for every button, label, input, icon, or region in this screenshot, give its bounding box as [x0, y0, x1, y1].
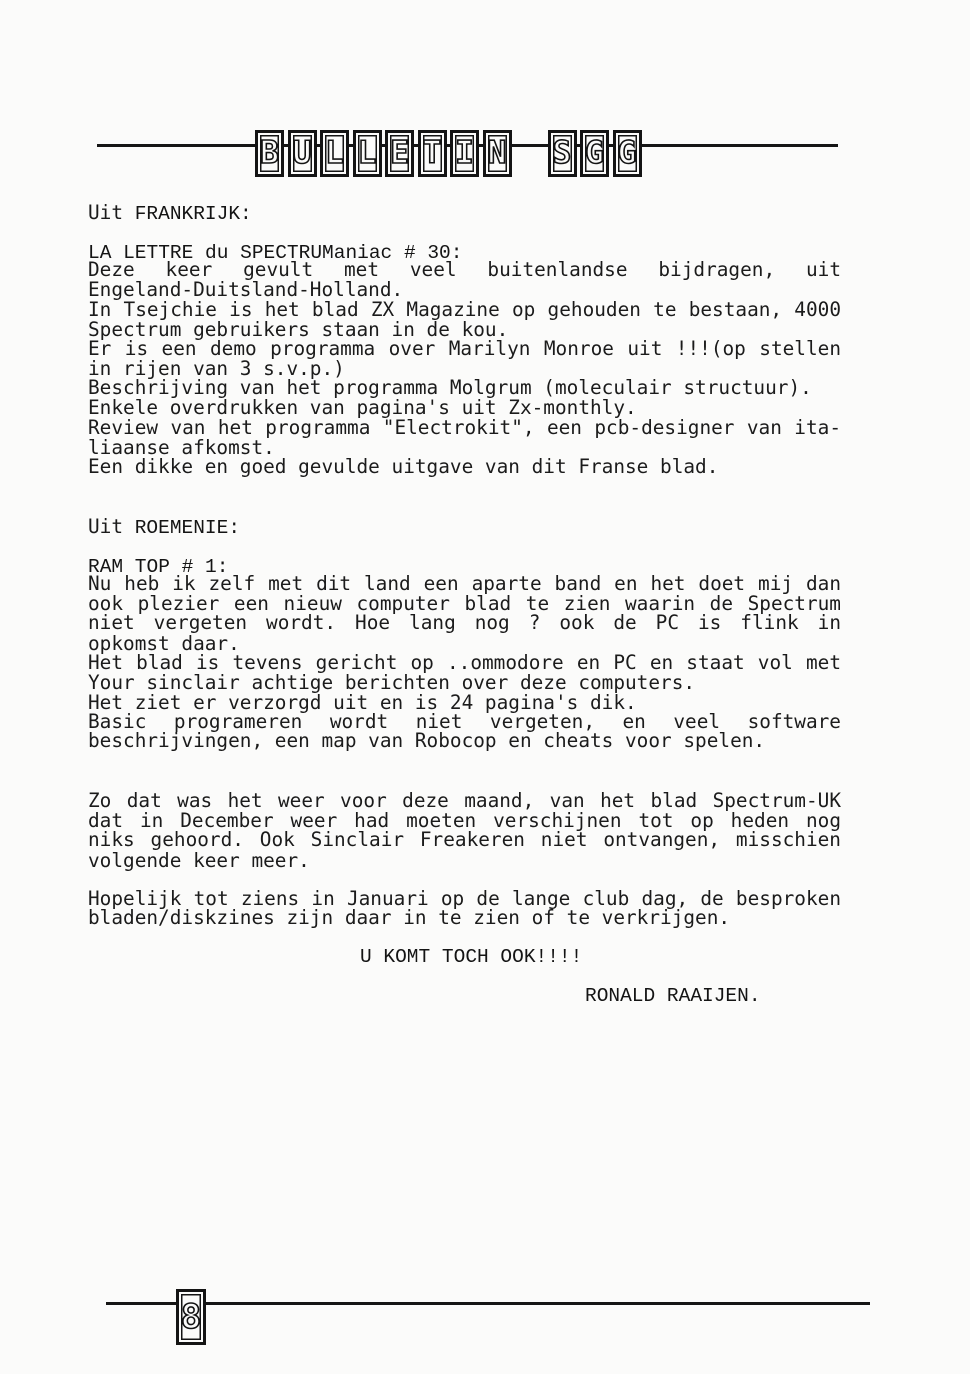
title-letter: E [385, 130, 414, 177]
title-letter: U [288, 130, 317, 177]
magazine-title: LA LETTRE du SPECTRUManiac # 30: [88, 242, 463, 264]
page-number: 8 [176, 1289, 206, 1345]
body-line: Het ziet er verzorgd uit en is 24 pagina's dik. [88, 691, 637, 714]
heading-prefix: Uit [88, 515, 124, 538]
body-line: Deze keer gevult met veel buitenlandse bijdragen, uit [88, 258, 841, 281]
body-line: niks gehoord. Ook Sinclair Freakeren niet ontvangen, misschien [88, 828, 841, 851]
heading-prefix: Uit [88, 201, 124, 224]
body-line: opkomst daar. [88, 632, 240, 655]
body-line: Het blad is tevens gericht op ..ommodore en PC en staat vol met [88, 651, 841, 674]
body-line: beschrijvingen, een map van Robocop en cheats voor spelen. [88, 729, 766, 752]
title-word-bulletin [255, 130, 512, 177]
section-heading-romania [88, 517, 240, 537]
body-line: liaanse afkomst. [88, 436, 275, 459]
title-letter: G [580, 130, 609, 177]
author-signature: RONALD RAAIJEN. [585, 985, 761, 1007]
bulletin-title [255, 130, 642, 177]
title-letter: L [353, 130, 382, 177]
footer-rule [106, 1302, 870, 1305]
title-letter: L [320, 130, 349, 177]
body-line: bladen/diskzines zijn daar in te zien of te verkrijgen. [88, 906, 731, 929]
body-line: In Tsejchie is het blad ZX Magazine op gehouden te bestaan, 4000 [88, 298, 841, 321]
body-line: ook plezier een nieuw computer blad te zien waarin de Spectrum [88, 592, 841, 615]
title-letter: I [450, 130, 479, 177]
title-letter: N [483, 130, 512, 177]
body-line: Nu heb ik zelf met dit land een aparte band en het doet mij dan [88, 572, 841, 595]
body-line: Spectrum gebruikers staan in de kou. [88, 318, 509, 341]
body-line: volgende keer meer. [88, 849, 310, 872]
body-line: Er is een demo programma over Marilyn Monroe uit !!!(op stellen [88, 337, 841, 360]
body-line: Enkele overdrukken van pagina's uit Zx-monthly. [88, 396, 637, 419]
heading-country: ROEMENIE: [134, 517, 241, 539]
body-line: Beschrijving van het programma Molgrum (moleculair structuur). [88, 376, 812, 399]
body-line: in rijen van 3 s.v.p.) [88, 357, 345, 380]
body-line: Zo dat was het weer voor deze maand, van het blad Spectrum-UK [88, 789, 841, 812]
body-line: Basic programeren wordt niet vergeten, en veel software [88, 710, 841, 733]
body-line: Een dikke en goed gevulde uitgave van dit Franse blad. [88, 455, 719, 478]
title-letter: T [418, 130, 447, 177]
magazine-title: RAM TOP # 1: [88, 556, 229, 578]
body-line: Hopelijk tot ziens in Januari op de lange club dag, de besproken [88, 887, 841, 910]
body-line: Engeland-Duitsland-Holland. [88, 278, 404, 301]
body-line: niet vergeten wordt. Hoe lang nog ? ook de PC is flink in [88, 611, 841, 634]
title-word-sgg [548, 130, 642, 177]
title-letter: G [613, 130, 642, 177]
title-letter: S [548, 130, 577, 177]
body-line: Review van het programma "Electrokit", een pcb-designer van ita- [88, 416, 841, 439]
body-line: Your sinclair achtige berichten over deze computers. [88, 671, 696, 694]
heading-country: FRANKRIJK: [134, 203, 252, 225]
body-line: dat in December weer had moeten verschijnen tot op heden nog [88, 809, 841, 832]
title-letter: B [255, 130, 284, 177]
section-heading-france [88, 203, 252, 223]
call-to-action: U KOMT TOCH OOK!!!! [360, 946, 583, 968]
